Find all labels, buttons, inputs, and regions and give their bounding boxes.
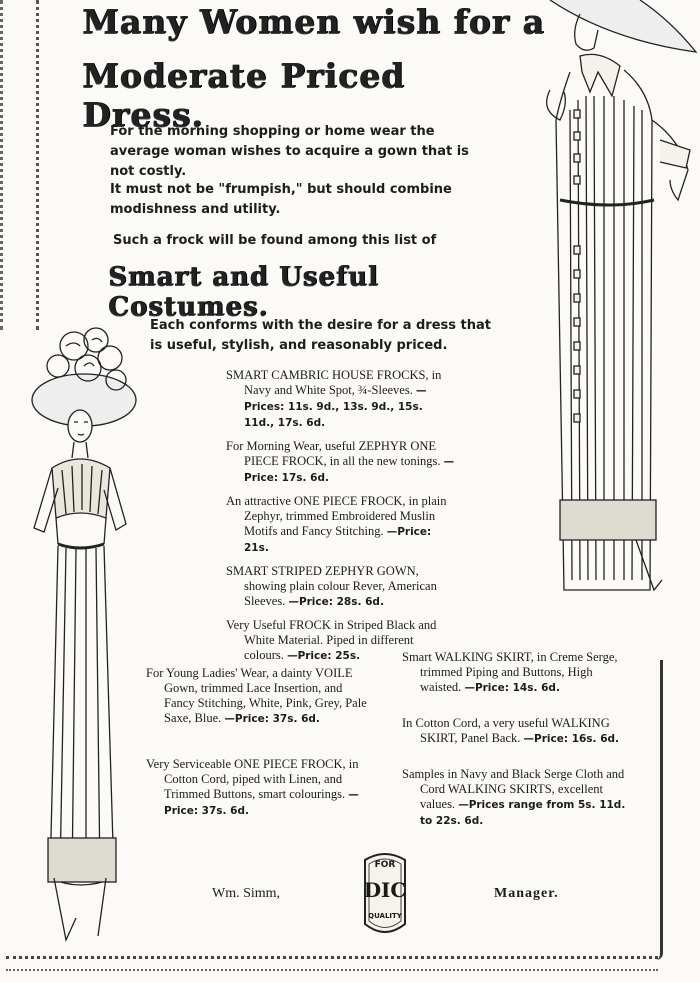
woman-in-striped-dress-illustration — [520, 0, 700, 600]
item-text: SMART STRIPED ZEPHYR GOWN, showing plain colour Rever, American Sleeves. — [226, 564, 437, 608]
list-item — [146, 757, 370, 819]
badge-mid-text: DIC — [363, 878, 407, 902]
item-price: —Price: 16s. 6d. — [523, 733, 620, 745]
list-item — [226, 494, 456, 556]
item-list — [226, 368, 456, 664]
list-item — [226, 368, 456, 431]
bottom-border — [6, 956, 658, 971]
item-price: —Price: 17s. 6d. — [244, 456, 455, 484]
intro-paragraph-2: It must not be "frumpish," but should combine modishness and utility. — [110, 182, 452, 217]
headline-line-2: Moderate Priced Dress. — [82, 56, 406, 134]
item-text: In Cotton Cord, a very useful WALKING SKIRT, Panel Back. — [402, 716, 610, 745]
item-price: —Prices range from 5s. 11d. to 22s. 6d. — [420, 799, 626, 827]
item-price: —Price: 25s. — [287, 650, 361, 662]
quality-badge — [362, 850, 408, 938]
subheadline: Smart and Useful Costumes. — [108, 262, 379, 322]
right-border — [656, 660, 663, 960]
list-item — [226, 439, 456, 486]
item-text: Very Useful FROCK in Striped Black and White Material. Piped in different colours. — [226, 618, 437, 662]
list-item — [146, 666, 370, 727]
item-text: For Young Ladies' Wear, a dainty VOILE Gown, trimmed Lace Insertion, and Fancy Stitching, White, Pink, Grey, Pale Saxe, Blue. — [146, 666, 367, 725]
item-text: An attractive ONE PIECE FROCK, in plain Zephyr, trimmed Embroidered Muslin Motifs and Fancy Stitching. — [226, 494, 447, 538]
list-item — [226, 564, 456, 610]
left-item-list — [146, 666, 370, 819]
intro-paragraph-3: Such a frock will be found among this list of — [113, 233, 437, 248]
top-left-border — [0, 0, 13, 330]
woman-with-flower-hat-illustration — [14, 318, 154, 958]
item-text: SMART CAMBRIC HOUSE FROCKS, in Navy and White Spot, ¾-Sleeves. — [226, 368, 442, 397]
item-price: —Price: 37s. 6d. — [224, 713, 320, 725]
right-item-list — [402, 650, 634, 829]
badge-bottom-text: QUALITY — [368, 912, 402, 920]
list-item — [402, 767, 634, 829]
headline-line-1: Many Women wish for a — [82, 2, 545, 41]
conformity-text: Each conforms with the desire for a dress that is useful, stylish, and reasonably priced. — [150, 318, 491, 353]
intro-paragraph-1: For the morning shopping or home wear the average woman wishes to acquire a gown that is not costly. — [110, 124, 469, 179]
list-item — [402, 716, 634, 747]
item-price: —Price: 28s. 6d. — [288, 596, 384, 608]
left-border — [36, 0, 45, 330]
item-price: —Prices: 11s. 9d., 13s. 9d., 15s. 11d., 17s. 6d. — [244, 385, 427, 429]
footer-title: Manager. — [494, 886, 559, 901]
item-price: —Price: 37s. 6d. — [164, 789, 359, 817]
footer-signature: Wm. Simm, — [212, 886, 281, 901]
list-item — [402, 650, 634, 696]
item-price: —Price: 21s. — [244, 526, 432, 554]
item-price: —Price: 14s. 6d. — [464, 682, 560, 694]
badge-top-text: FOR — [374, 860, 396, 870]
item-text: For Morning Wear, useful ZEPHYR ONE PIECE FROCK, in all the new tonings. — [226, 439, 441, 468]
item-text: Smart WALKING SKIRT, in Creme Serge, trimmed Piping and Buttons, High waisted. — [402, 650, 618, 694]
item-text: Samples in Navy and Black Serge Cloth and Cord WALKING SKIRTS, excellent values. — [402, 767, 625, 811]
item-text: Very Serviceable ONE PIECE FROCK, in Cotton Cord, piped with Linen, and Trimmed Buttons, smart colourings. — [146, 757, 359, 801]
